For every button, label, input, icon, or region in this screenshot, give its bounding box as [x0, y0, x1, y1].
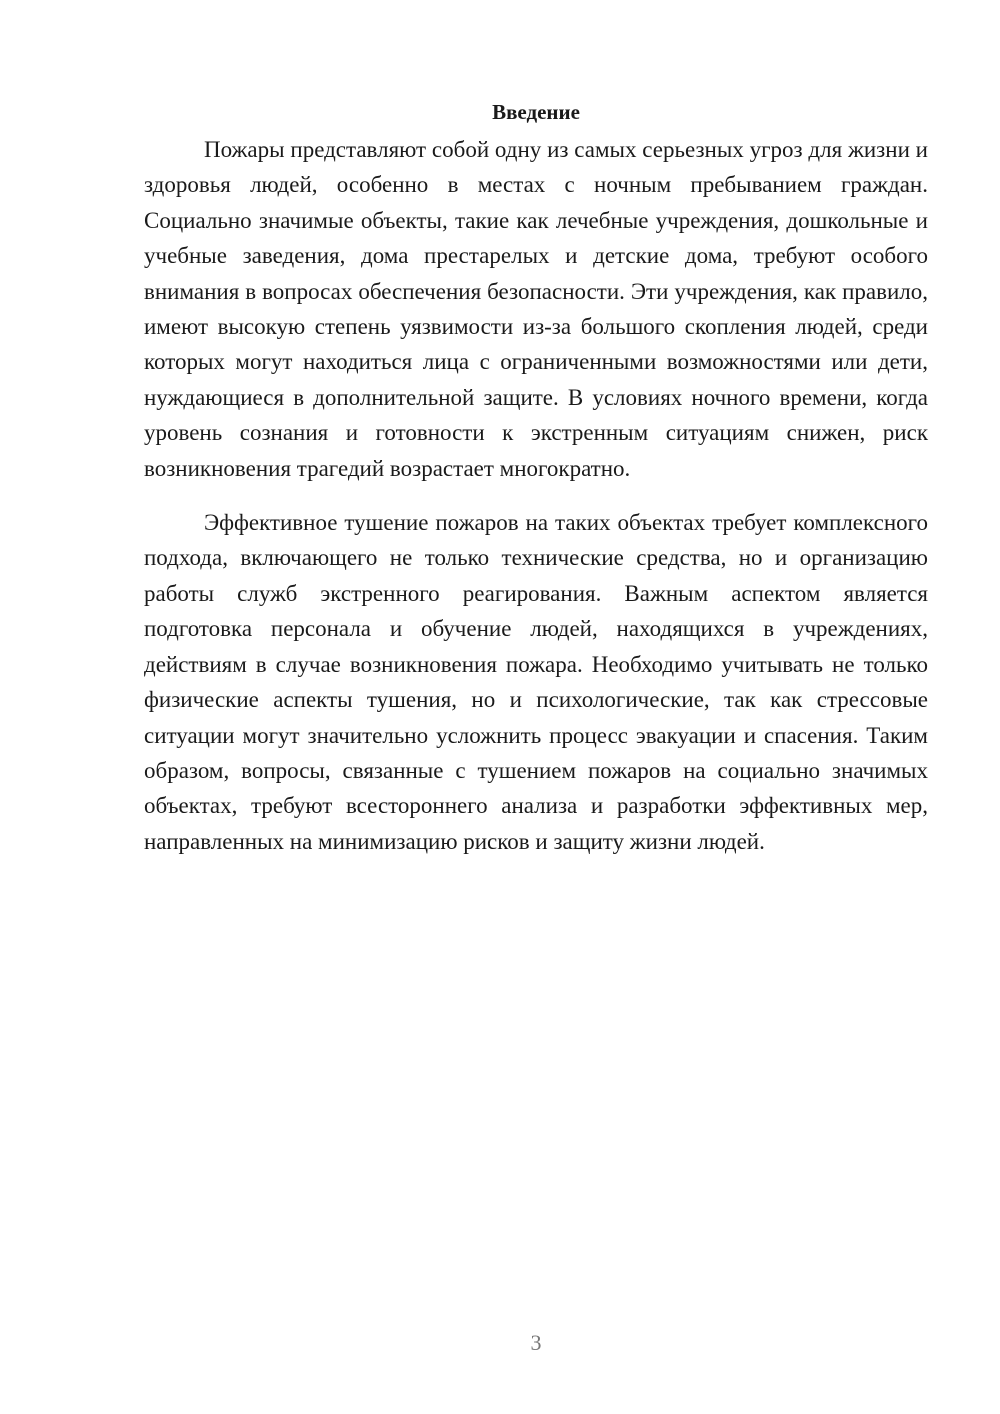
section-title: Введение	[492, 100, 580, 124]
paragraph-2: Эффективное тушение пожаров на таких объектах требует комплексного подхода, включающего не только технические средства, но и организацию работы служб экстренного реагирования. Важным аспектом является подготовка персонала и обучение людей, находящихся в учреждениях, действиям в случае возникновения пожара. Необходимо учитывать не только физические аспекты тушения, но и психологические, так как стрессовые ситуации могут значительно усложнить процесс эвакуации и спасения. Таким образом, вопросы, связанные с тушением пожаров на социально значимых объектах, требуют всестороннего анализа и разработки эффективных мер, направленных на минимизацию рисков и защиту жизни людей.	[144, 510, 928, 854]
page-content	[144, 92, 928, 859]
page-number: 3	[530, 1330, 542, 1355]
paragraph-1: Пожары представляют собой одну из самых серьезных угроз для жизни и здоровья людей, особенно в местах с ночным пребыванием граждан. Социально значимые объекты, такие как лечебные учреждения, дошкольные и учебные заведения, дома престарелых и детские дома, требуют особого внимания в вопросах обеспечения безопасности. Эти учреждения, как правило, имеют высокую степень уязвимости из-за большого скопления людей, среди которых могут находиться лица с ограниченными возможностями или дети, нуждающиеся в дополнительной защите. В условиях ночного времени, когда уровень сознания и готовности к экстренным ситуациям снижен, риск возникновения трагедий возрастает многократно.	[144, 137, 928, 481]
